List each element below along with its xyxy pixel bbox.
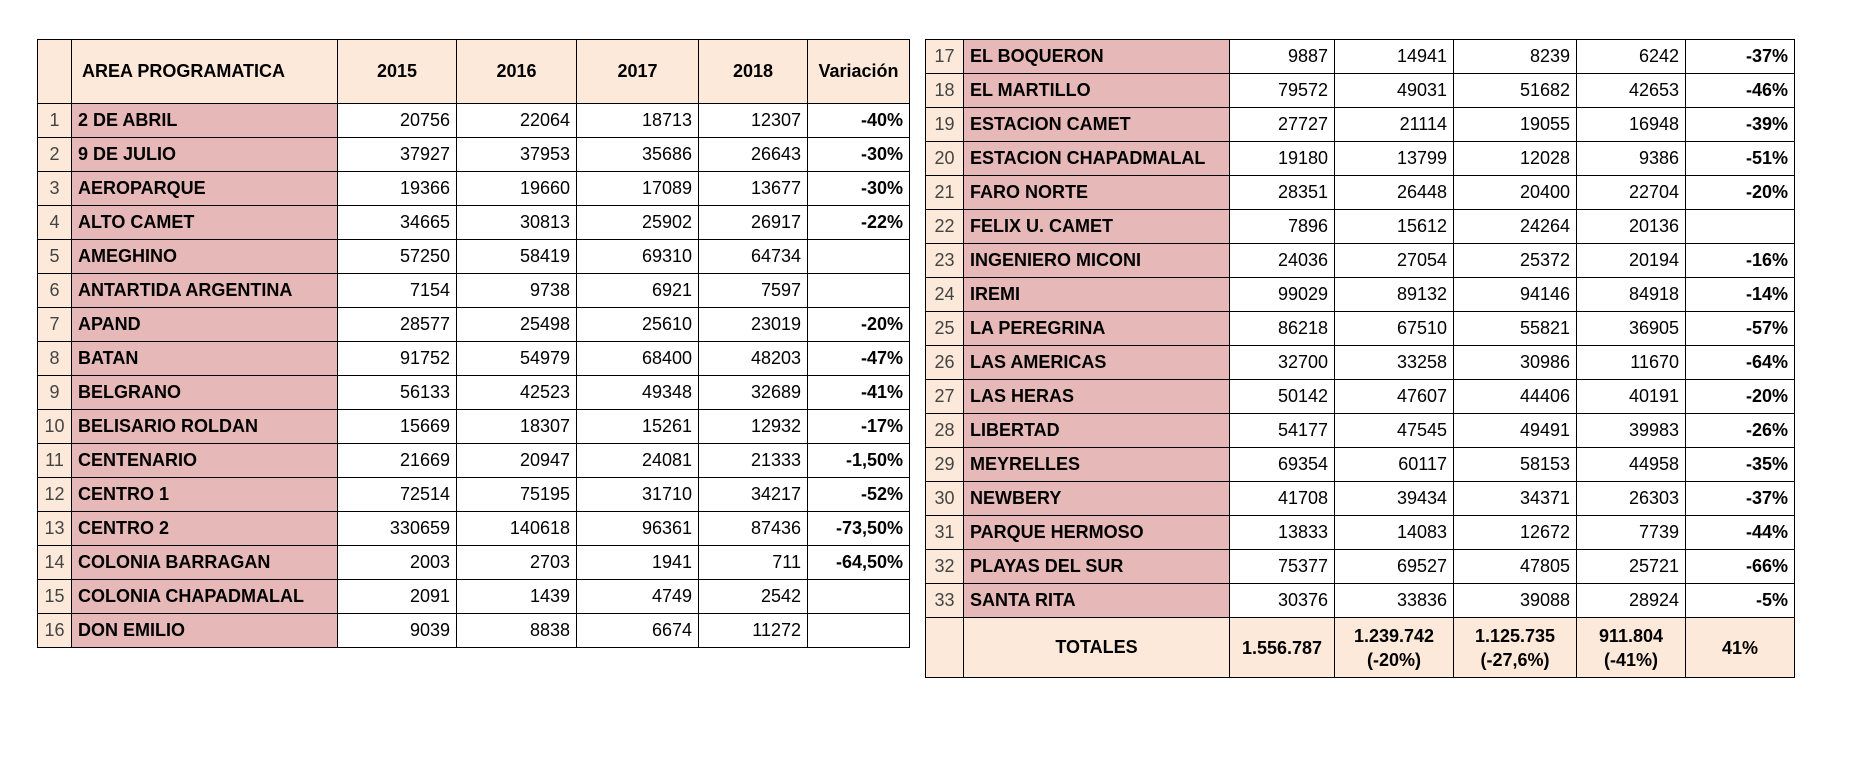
value-2016: 14941 (1335, 40, 1454, 74)
value-2018: 11272 (699, 614, 808, 648)
value-2015: 79572 (1230, 74, 1335, 108)
variacion-value: -14% (1686, 278, 1795, 312)
totals-2018-var: (-41%) (1603, 649, 1658, 670)
value-2017: 96361 (577, 512, 699, 546)
area-name: AMEGHINO (72, 240, 338, 274)
area-name: LAS HERAS (964, 380, 1230, 414)
value-2016: 20947 (457, 444, 577, 478)
value-2018: 39983 (1577, 414, 1686, 448)
value-2016: 58419 (457, 240, 577, 274)
area-name: COLONIA BARRAGAN (72, 546, 338, 580)
totals-row (926, 618, 1795, 678)
value-2015: 69354 (1230, 448, 1335, 482)
value-2018: 44958 (1577, 448, 1686, 482)
value-2018: 48203 (699, 342, 808, 376)
area-name: BATAN (72, 342, 338, 376)
value-2015: 7896 (1230, 210, 1335, 244)
table-row (926, 448, 1795, 482)
variacion-value: -51% (1686, 142, 1795, 176)
table-row (38, 138, 910, 172)
totals-2018 (1577, 618, 1686, 678)
row-number: 24 (926, 278, 964, 312)
value-2015: 86218 (1230, 312, 1335, 346)
value-2016: 69527 (1335, 550, 1454, 584)
totals-2017-value: 1.125.735 (1474, 625, 1556, 646)
value-2018: 711 (699, 546, 808, 580)
value-2017: 12028 (1454, 142, 1577, 176)
variacion-value: -57% (1686, 312, 1795, 346)
value-2017: 15261 (577, 410, 699, 444)
value-2015: 7154 (338, 274, 457, 308)
table-row (38, 342, 910, 376)
value-2016: 15612 (1335, 210, 1454, 244)
variacion-value: -73,50% (808, 512, 910, 546)
value-2015: 19180 (1230, 142, 1335, 176)
table-row (926, 278, 1795, 312)
table-row (926, 584, 1795, 618)
value-2018: 84918 (1577, 278, 1686, 312)
variacion-value: -26% (1686, 414, 1795, 448)
table-row (926, 210, 1795, 244)
area-name: EL BOQUERON (964, 40, 1230, 74)
value-2016: 18307 (457, 410, 577, 444)
value-2018: 64734 (699, 240, 808, 274)
value-2017: 19055 (1454, 108, 1577, 142)
value-2018: 25721 (1577, 550, 1686, 584)
table-left (37, 39, 910, 648)
area-name: LAS AMERICAS (964, 346, 1230, 380)
header-variacion: Variación (808, 40, 910, 104)
row-number: 28 (926, 414, 964, 448)
value-2018: 26303 (1577, 482, 1686, 516)
table-row (38, 308, 910, 342)
value-2015: 41708 (1230, 482, 1335, 516)
totals-2016-var: (-20%) (1366, 649, 1421, 670)
value-2015: 24036 (1230, 244, 1335, 278)
value-2016: 67510 (1335, 312, 1454, 346)
table-row (38, 274, 910, 308)
value-2015: 28351 (1230, 176, 1335, 210)
table-row (38, 614, 910, 648)
header-num (38, 40, 72, 104)
value-2018: 34217 (699, 478, 808, 512)
variacion-value: -66% (1686, 550, 1795, 584)
variacion-value: -39% (1686, 108, 1795, 142)
row-number: 4 (38, 206, 72, 240)
table-row (926, 380, 1795, 414)
value-2017: 31710 (577, 478, 699, 512)
value-2016: 33258 (1335, 346, 1454, 380)
value-2017: 8239 (1454, 40, 1577, 74)
value-2015: 50142 (1230, 380, 1335, 414)
value-2018: 13677 (699, 172, 808, 206)
area-name: COLONIA CHAPADMALAL (72, 580, 338, 614)
totals-2017-var: (-27,6%) (1480, 649, 1550, 670)
value-2016: 8838 (457, 614, 577, 648)
value-2017: 68400 (577, 342, 699, 376)
value-2017: 25902 (577, 206, 699, 240)
row-number: 8 (38, 342, 72, 376)
value-2018: 6242 (1577, 40, 1686, 74)
table-row (38, 580, 910, 614)
value-2015: 54177 (1230, 414, 1335, 448)
variacion-value: -22% (808, 206, 910, 240)
row-number: 3 (38, 172, 72, 206)
variacion-value: -30% (808, 138, 910, 172)
variacion-value: -20% (1686, 176, 1795, 210)
value-2018: 28924 (1577, 584, 1686, 618)
value-2015: 9887 (1230, 40, 1335, 74)
area-name: CENTENARIO (72, 444, 338, 478)
value-2016: 19660 (457, 172, 577, 206)
row-number: 6 (38, 274, 72, 308)
table-right (925, 39, 1795, 678)
row-number: 2 (38, 138, 72, 172)
row-number: 27 (926, 380, 964, 414)
value-2017: 1941 (577, 546, 699, 580)
value-2017: 47805 (1454, 550, 1577, 584)
header-2017: 2017 (577, 40, 699, 104)
value-2015: 72514 (338, 478, 457, 512)
row-number: 18 (926, 74, 964, 108)
area-name: CENTRO 1 (72, 478, 338, 512)
table-row (38, 546, 910, 580)
value-2016: 47607 (1335, 380, 1454, 414)
area-name: ESTACION CAMET (964, 108, 1230, 142)
row-number: 5 (38, 240, 72, 274)
value-2017: 49348 (577, 376, 699, 410)
row-number: 17 (926, 40, 964, 74)
row-number: 33 (926, 584, 964, 618)
row-number: 31 (926, 516, 964, 550)
area-name: BELGRANO (72, 376, 338, 410)
value-2015: 13833 (1230, 516, 1335, 550)
value-2015: 99029 (1230, 278, 1335, 312)
value-2016: 39434 (1335, 482, 1454, 516)
value-2018: 16948 (1577, 108, 1686, 142)
variacion-value (808, 240, 910, 274)
row-number: 16 (38, 614, 72, 648)
value-2016: 2703 (457, 546, 577, 580)
area-name: INGENIERO MICONI (964, 244, 1230, 278)
area-name: CENTRO 2 (72, 512, 338, 546)
table-row (38, 376, 910, 410)
row-number: 14 (38, 546, 72, 580)
row-number: 7 (38, 308, 72, 342)
row-number: 26 (926, 346, 964, 380)
totals-2017 (1454, 618, 1577, 678)
header-row (38, 40, 910, 104)
value-2016: 75195 (457, 478, 577, 512)
totals-2018-value: 911.804 (1598, 625, 1664, 646)
area-name: LA PEREGRINA (964, 312, 1230, 346)
value-2017: 94146 (1454, 278, 1577, 312)
variacion-value (1686, 210, 1795, 244)
value-2018: 26917 (699, 206, 808, 240)
row-number: 22 (926, 210, 964, 244)
table-row (926, 482, 1795, 516)
value-2016: 22064 (457, 104, 577, 138)
variacion-value (808, 274, 910, 308)
header-2016: 2016 (457, 40, 577, 104)
value-2016: 33836 (1335, 584, 1454, 618)
table-row (926, 244, 1795, 278)
value-2018: 12307 (699, 104, 808, 138)
table-row (38, 444, 910, 478)
totals-variacion: 41% (1686, 618, 1795, 678)
value-2018: 7739 (1577, 516, 1686, 550)
value-2016: 89132 (1335, 278, 1454, 312)
area-name: 2 DE ABRIL (72, 104, 338, 138)
table-row (926, 346, 1795, 380)
value-2017: 18713 (577, 104, 699, 138)
value-2017: 58153 (1454, 448, 1577, 482)
value-2016: 9738 (457, 274, 577, 308)
header-2018: 2018 (699, 40, 808, 104)
row-number: 32 (926, 550, 964, 584)
area-name: SANTA RITA (964, 584, 1230, 618)
variacion-value: -5% (1686, 584, 1795, 618)
value-2015: 20756 (338, 104, 457, 138)
area-name: APAND (72, 308, 338, 342)
value-2015: 9039 (338, 614, 457, 648)
value-2017: 20400 (1454, 176, 1577, 210)
variacion-value: -44% (1686, 516, 1795, 550)
value-2017: 17089 (577, 172, 699, 206)
variacion-value: -30% (808, 172, 910, 206)
value-2016: 25498 (457, 308, 577, 342)
table-row (38, 410, 910, 444)
value-2015: 27727 (1230, 108, 1335, 142)
area-name: PARQUE HERMOSO (964, 516, 1230, 550)
area-name: BELISARIO ROLDAN (72, 410, 338, 444)
value-2017: 30986 (1454, 346, 1577, 380)
value-2015: 34665 (338, 206, 457, 240)
value-2016: 60117 (1335, 448, 1454, 482)
variacion-value: -20% (808, 308, 910, 342)
variacion-value (808, 580, 910, 614)
value-2016: 37953 (457, 138, 577, 172)
row-number: 10 (38, 410, 72, 444)
variacion-value: -52% (808, 478, 910, 512)
variacion-value: -46% (1686, 74, 1795, 108)
value-2016: 47545 (1335, 414, 1454, 448)
value-2015: 21669 (338, 444, 457, 478)
area-name: ANTARTIDA ARGENTINA (72, 274, 338, 308)
value-2017: 25372 (1454, 244, 1577, 278)
value-2017: 51682 (1454, 74, 1577, 108)
area-name: 9 DE JULIO (72, 138, 338, 172)
table-row (926, 414, 1795, 448)
table-row (38, 104, 910, 138)
value-2018: 20136 (1577, 210, 1686, 244)
area-name: AEROPARQUE (72, 172, 338, 206)
value-2017: 24264 (1454, 210, 1577, 244)
value-2017: 12672 (1454, 516, 1577, 550)
value-2015: 56133 (338, 376, 457, 410)
table-row (926, 516, 1795, 550)
table-row (926, 176, 1795, 210)
area-name: ESTACION CHAPADMALAL (964, 142, 1230, 176)
value-2016: 1439 (457, 580, 577, 614)
variacion-value: -37% (1686, 482, 1795, 516)
area-name: PLAYAS DEL SUR (964, 550, 1230, 584)
value-2016: 42523 (457, 376, 577, 410)
value-2017: 44406 (1454, 380, 1577, 414)
value-2015: 37927 (338, 138, 457, 172)
value-2017: 34371 (1454, 482, 1577, 516)
variacion-value: -41% (808, 376, 910, 410)
value-2018: 36905 (1577, 312, 1686, 346)
value-2018: 87436 (699, 512, 808, 546)
value-2018: 22704 (1577, 176, 1686, 210)
value-2016: 54979 (457, 342, 577, 376)
value-2018: 23019 (699, 308, 808, 342)
value-2018: 26643 (699, 138, 808, 172)
value-2016: 14083 (1335, 516, 1454, 550)
value-2015: 57250 (338, 240, 457, 274)
value-2017: 4749 (577, 580, 699, 614)
table-row (38, 172, 910, 206)
area-name: DON EMILIO (72, 614, 338, 648)
row-number: 25 (926, 312, 964, 346)
row-number: 30 (926, 482, 964, 516)
variacion-value (808, 614, 910, 648)
row-number: 1 (38, 104, 72, 138)
variacion-value: -17% (808, 410, 910, 444)
variacion-value: -47% (808, 342, 910, 376)
area-name: FARO NORTE (964, 176, 1230, 210)
variacion-value: -35% (1686, 448, 1795, 482)
value-2017: 35686 (577, 138, 699, 172)
value-2015: 2003 (338, 546, 457, 580)
row-number: 12 (38, 478, 72, 512)
value-2017: 55821 (1454, 312, 1577, 346)
value-2015: 75377 (1230, 550, 1335, 584)
table-row (38, 240, 910, 274)
value-2016: 27054 (1335, 244, 1454, 278)
value-2015: 15669 (338, 410, 457, 444)
row-number: 9 (38, 376, 72, 410)
value-2018: 11670 (1577, 346, 1686, 380)
value-2017: 6674 (577, 614, 699, 648)
totals-label: TOTALES (964, 618, 1230, 678)
value-2016: 49031 (1335, 74, 1454, 108)
value-2016: 13799 (1335, 142, 1454, 176)
header-2015: 2015 (338, 40, 457, 104)
variacion-value: -37% (1686, 40, 1795, 74)
value-2016: 30813 (457, 206, 577, 240)
value-2016: 21114 (1335, 108, 1454, 142)
variacion-value: -1,50% (808, 444, 910, 478)
value-2018: 21333 (699, 444, 808, 478)
value-2017: 25610 (577, 308, 699, 342)
area-name: NEWBERY (964, 482, 1230, 516)
table-row (926, 142, 1795, 176)
totals-num (926, 618, 964, 678)
area-name: MEYRELLES (964, 448, 1230, 482)
value-2018: 32689 (699, 376, 808, 410)
value-2015: 30376 (1230, 584, 1335, 618)
totals-2016 (1335, 618, 1454, 678)
totals-2016-value: 1.239.742 (1353, 625, 1435, 646)
row-number: 23 (926, 244, 964, 278)
variacion-value: -16% (1686, 244, 1795, 278)
value-2015: 28577 (338, 308, 457, 342)
variacion-value: -20% (1686, 380, 1795, 414)
value-2018: 2542 (699, 580, 808, 614)
table-row (38, 512, 910, 546)
value-2018: 12932 (699, 410, 808, 444)
row-number: 15 (38, 580, 72, 614)
value-2018: 20194 (1577, 244, 1686, 278)
area-name: IREMI (964, 278, 1230, 312)
value-2016: 140618 (457, 512, 577, 546)
table-row (926, 40, 1795, 74)
header-area: AREA PROGRAMATICA (72, 40, 338, 104)
value-2016: 26448 (1335, 176, 1454, 210)
variacion-value: -64% (1686, 346, 1795, 380)
value-2018: 42653 (1577, 74, 1686, 108)
area-name: LIBERTAD (964, 414, 1230, 448)
value-2017: 39088 (1454, 584, 1577, 618)
value-2018: 40191 (1577, 380, 1686, 414)
table-row (38, 478, 910, 512)
variacion-value: -40% (808, 104, 910, 138)
row-number: 21 (926, 176, 964, 210)
row-number: 19 (926, 108, 964, 142)
value-2017: 49491 (1454, 414, 1577, 448)
value-2017: 24081 (577, 444, 699, 478)
table-row (926, 74, 1795, 108)
area-name: FELIX U. CAMET (964, 210, 1230, 244)
row-number: 11 (38, 444, 72, 478)
table-row (926, 108, 1795, 142)
table-row (38, 206, 910, 240)
value-2015: 91752 (338, 342, 457, 376)
value-2018: 9386 (1577, 142, 1686, 176)
variacion-value: -64,50% (808, 546, 910, 580)
value-2017: 69310 (577, 240, 699, 274)
area-name: ALTO CAMET (72, 206, 338, 240)
row-number: 20 (926, 142, 964, 176)
value-2015: 19366 (338, 172, 457, 206)
row-number: 13 (38, 512, 72, 546)
table-row (926, 550, 1795, 584)
value-2017: 6921 (577, 274, 699, 308)
totals-2015: 1.556.787 (1230, 618, 1335, 678)
area-name: EL MARTILLO (964, 74, 1230, 108)
value-2018: 7597 (699, 274, 808, 308)
value-2015: 330659 (338, 512, 457, 546)
value-2015: 32700 (1230, 346, 1335, 380)
table-row (926, 312, 1795, 346)
value-2015: 2091 (338, 580, 457, 614)
row-number: 29 (926, 448, 964, 482)
